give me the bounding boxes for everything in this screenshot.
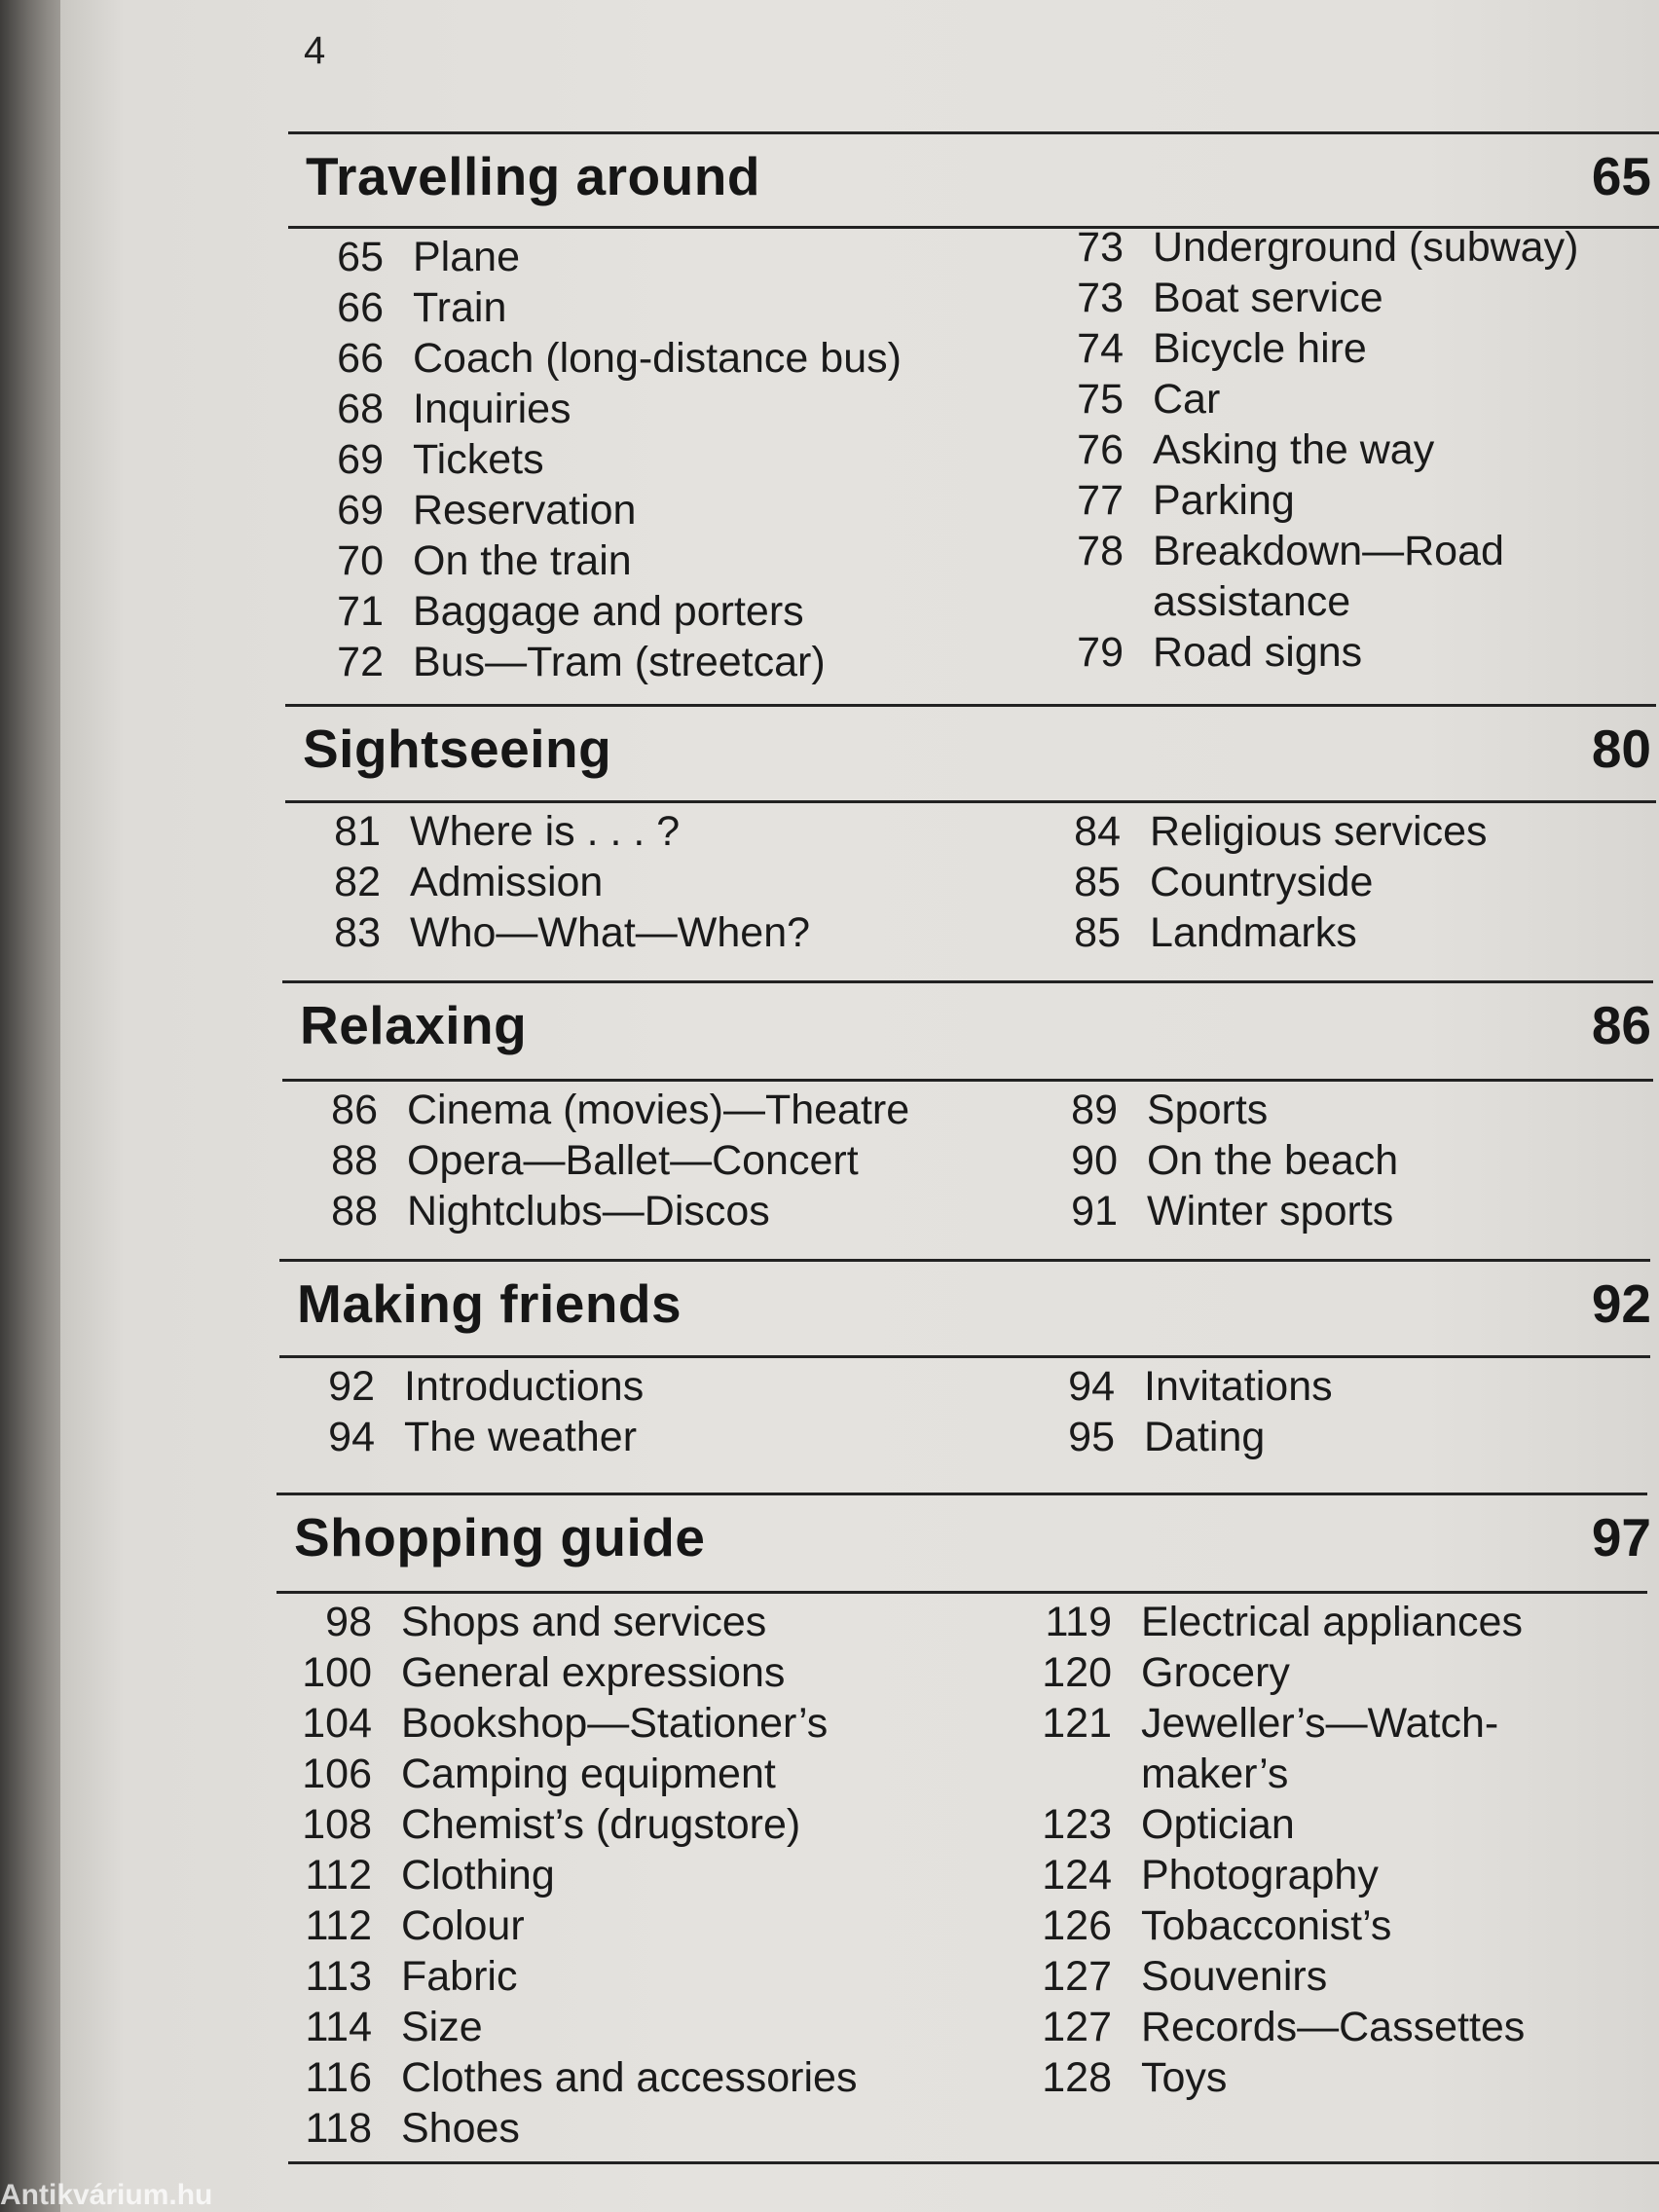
entry-label: Photography: [1141, 1852, 1379, 1899]
entry-page-number: 70: [337, 537, 384, 584]
toc-section: [288, 131, 1659, 701]
entry-label: Parking: [1153, 477, 1295, 524]
toc-entry[interactable]: [1026, 528, 1659, 578]
entry-label: Underground (subway): [1153, 224, 1579, 271]
entries-column-left: [306, 234, 1016, 689]
entry-label: Winter sports: [1147, 1188, 1394, 1235]
entry-page-number: 100: [302, 1649, 372, 1696]
section-top-rule: [279, 1259, 1650, 1262]
entry-page-number: 94: [1068, 1363, 1115, 1410]
toc-entry[interactable]: [294, 2054, 1005, 2105]
entry-page-number: 76: [1077, 426, 1124, 473]
toc-entry[interactable]: [306, 284, 1016, 335]
toc-entry[interactable]: [306, 436, 1016, 487]
entries-column-left: [303, 808, 1014, 960]
entry-label: Nightclubs—Discos: [407, 1188, 770, 1235]
entry-label: Road signs: [1153, 629, 1363, 676]
toc-entry[interactable]: [1017, 1363, 1659, 1414]
entry-page-number: 114: [305, 2004, 372, 2050]
toc-entry[interactable]: [294, 1649, 1005, 1700]
entry-label: Clothing: [401, 1852, 555, 1899]
entries-column-right: [1017, 1363, 1659, 1464]
entry-label: Countryside: [1150, 859, 1374, 905]
toc-entry[interactable]: [303, 909, 1014, 960]
entry-label: Religious services: [1150, 808, 1488, 855]
toc-entry[interactable]: [1014, 1953, 1657, 2004]
entry-page-number: 74: [1077, 325, 1124, 372]
section-page-number: 86: [1591, 995, 1651, 1055]
entry-page-number: 98: [325, 1599, 372, 1645]
toc-entry[interactable]: [294, 1751, 1005, 1801]
toc-entry[interactable]: [1020, 1188, 1659, 1238]
entries-column-right: [1020, 1087, 1659, 1238]
entry-page-number: 128: [1042, 2054, 1112, 2101]
entry-page-number: 119: [1045, 1599, 1112, 1645]
toc-entry[interactable]: [294, 1700, 1005, 1751]
entry-page-number: 65: [337, 234, 384, 280]
entry-label: Grocery: [1141, 1649, 1290, 1696]
entry-label: Dating: [1144, 1414, 1266, 1460]
section-title-rule: [279, 1355, 1650, 1358]
entry-label: Bus—Tram (streetcar): [413, 639, 826, 685]
toc-entry[interactable]: [306, 588, 1016, 639]
entry-page-number: 89: [1071, 1087, 1118, 1133]
entries-column-left: [294, 1599, 1005, 2156]
toc-entry[interactable]: [300, 1087, 1011, 1137]
entry-label: Cinema (movies)—Theatre: [407, 1087, 910, 1133]
entry-page-number: 112: [305, 1852, 372, 1899]
entries-column-right: [1026, 224, 1659, 680]
toc-entry[interactable]: [1020, 1137, 1659, 1188]
entry-page-number: 69: [337, 487, 384, 534]
entry-page-number: 92: [328, 1363, 375, 1410]
entry-label: On the train: [413, 537, 632, 584]
entry-page-number: 85: [1074, 859, 1121, 905]
entry-page-number: 77: [1077, 477, 1124, 524]
entry-label: Records—Cassettes: [1141, 2004, 1526, 2050]
toc-entry[interactable]: [1026, 376, 1659, 426]
toc-entry[interactable]: [306, 234, 1016, 284]
section-page-number: 92: [1591, 1273, 1651, 1334]
entry-page-number: 81: [334, 808, 381, 855]
toc-entry[interactable]: [1023, 859, 1659, 909]
entry-label-continuation: assistance: [1153, 578, 1351, 625]
entry-page-number: 78: [1077, 528, 1124, 574]
entry-label: Souvenirs: [1141, 1953, 1328, 2000]
entry-page-number: 88: [331, 1137, 378, 1184]
entry-page-number: 83: [334, 909, 381, 956]
entry-page-number: 88: [331, 1188, 378, 1235]
toc-entry[interactable]: [306, 639, 1016, 689]
entry-label: Chemist’s (drugstore): [401, 1801, 801, 1848]
entry-label: Breakdown—Road: [1153, 528, 1504, 574]
entry-label: Coach (long-distance bus): [413, 335, 902, 382]
entry-label: The weather: [404, 1414, 638, 1460]
bottom-rule: [288, 2161, 1659, 2164]
toc-entry[interactable]: [1014, 1852, 1657, 1902]
entry-label: Tickets: [413, 436, 544, 483]
toc-entry[interactable]: [297, 1414, 1008, 1464]
toc-entry[interactable]: [294, 1902, 1005, 1953]
entry-label: Electrical appliances: [1141, 1599, 1523, 1645]
entry-page-number: 68: [337, 386, 384, 432]
entry-label: Toys: [1141, 2054, 1228, 2101]
section-top-rule: [276, 1493, 1647, 1495]
entry-page-number: 94: [328, 1414, 375, 1460]
entry-page-number: 85: [1074, 909, 1121, 956]
entry-label: Camping equipment: [401, 1751, 776, 1797]
entry-label-continuation: maker’s: [1141, 1751, 1289, 1797]
watermark: Antikvárium.hu: [0, 2179, 213, 2211]
entry-label: Fabric: [401, 1953, 518, 2000]
entry-page-number: 91: [1071, 1188, 1118, 1235]
toc-entry[interactable]: [1026, 275, 1659, 325]
toc-entry[interactable]: [294, 1953, 1005, 2004]
toc-entry[interactable]: [297, 1363, 1008, 1414]
entry-page-number: 71: [337, 588, 384, 635]
toc-entry[interactable]: [1023, 808, 1659, 859]
toc-entry[interactable]: [1014, 2004, 1657, 2054]
entry-page-number: 75: [1077, 376, 1124, 423]
entry-label: Where is . . . ?: [410, 808, 681, 855]
entries-column-left: [300, 1087, 1011, 1238]
toc-entry[interactable]: [1026, 477, 1659, 528]
entry-page-number: 126: [1042, 1902, 1112, 1949]
entry-page-number: 108: [302, 1801, 372, 1848]
entry-page-number: 116: [305, 2054, 372, 2101]
book-spine: [0, 0, 68, 2212]
entry-label: Opera—Ballet—Concert: [407, 1137, 859, 1184]
toc-entry[interactable]: [294, 1801, 1005, 1852]
toc-entry[interactable]: [294, 2105, 1005, 2156]
entry-page-number: 79: [1077, 629, 1124, 676]
toc-entry[interactable]: [306, 487, 1016, 537]
toc-entry[interactable]: [1026, 426, 1659, 477]
section-title-rule: [276, 1591, 1647, 1594]
section-title: Shopping guide: [294, 1507, 706, 1567]
entry-label: Clothes and accessories: [401, 2054, 858, 2101]
entries-column-left: [297, 1363, 1008, 1464]
entry-label: Invitations: [1144, 1363, 1333, 1410]
entry-page-number: 127: [1042, 1953, 1112, 2000]
section-title-rule: [285, 800, 1656, 803]
toc-entry[interactable]: [1014, 1649, 1657, 1700]
entry-page-number: 118: [305, 2105, 372, 2152]
entry-page-number: 84: [1074, 808, 1121, 855]
toc-section: [285, 704, 1656, 981]
entry-page-number: 95: [1068, 1414, 1115, 1460]
toc-entry[interactable]: [1026, 325, 1659, 376]
entry-page-number: 112: [305, 1902, 372, 1949]
entry-page-number: 106: [302, 1751, 372, 1797]
entry-label: Plane: [413, 234, 520, 280]
toc-entry[interactable]: [1014, 1599, 1657, 1649]
entry-label: General expressions: [401, 1649, 786, 1696]
toc-entry[interactable]: [1017, 1414, 1659, 1464]
section-title-rule: [282, 1079, 1653, 1082]
toc-entry[interactable]: [306, 386, 1016, 436]
entry-page-number: 123: [1042, 1801, 1112, 1848]
entry-page-number: 113: [305, 1953, 372, 2000]
entry-label: Car: [1153, 376, 1221, 423]
toc-entry[interactable]: [1014, 2054, 1657, 2105]
entry-page-number: 82: [334, 859, 381, 905]
section-top-rule: [288, 131, 1659, 134]
toc-entry[interactable]: [294, 1599, 1005, 1649]
entry-label: Who—What—When?: [410, 909, 811, 956]
toc-entry[interactable]: [303, 808, 1014, 859]
toc-entry[interactable]: [1020, 1087, 1659, 1137]
entry-page-number: 73: [1077, 275, 1124, 321]
entry-label: Boat service: [1153, 275, 1383, 321]
section-title: Relaxing: [300, 995, 528, 1055]
toc-entry-continuation: [1026, 578, 1659, 629]
section-top-rule: [285, 704, 1656, 707]
toc-entry[interactable]: [303, 859, 1014, 909]
entry-page-number: 66: [337, 335, 384, 382]
toc-section: [279, 1259, 1650, 1488]
section-title: Travelling around: [306, 146, 760, 206]
section-top-rule: [282, 980, 1653, 983]
toc-entry-continuation: [1014, 1751, 1657, 1801]
entries-column-right: [1014, 1599, 1657, 2105]
section-title: Sightseeing: [303, 719, 612, 779]
entry-label: Asking the way: [1153, 426, 1435, 473]
section-page-number: 80: [1591, 719, 1651, 779]
entry-label: Train: [413, 284, 507, 331]
toc-section: [282, 980, 1653, 1258]
toc-entry[interactable]: [1023, 909, 1659, 960]
toc-entry[interactable]: [306, 335, 1016, 386]
page-number: 4: [304, 29, 326, 72]
toc-entry[interactable]: [1014, 1902, 1657, 1953]
entry-label: Bicycle hire: [1153, 325, 1367, 372]
entry-page-number: 86: [331, 1087, 378, 1133]
entry-page-number: 73: [1077, 224, 1124, 271]
entry-page-number: 120: [1042, 1649, 1112, 1696]
entry-label: Colour: [401, 1902, 525, 1949]
entry-label: Optician: [1141, 1801, 1295, 1848]
toc-entry[interactable]: [1014, 1801, 1657, 1852]
entry-page-number: 66: [337, 284, 384, 331]
toc-entry[interactable]: [300, 1137, 1011, 1188]
section-page-number: 65: [1591, 146, 1651, 206]
entry-page-number: 90: [1071, 1137, 1118, 1184]
toc-entry[interactable]: [300, 1188, 1011, 1238]
entry-label: Baggage and porters: [413, 588, 804, 635]
toc-entry[interactable]: [294, 2004, 1005, 2054]
toc-entry[interactable]: [1026, 224, 1659, 275]
toc-entry[interactable]: [294, 1852, 1005, 1902]
entry-label: Introductions: [404, 1363, 645, 1410]
entry-label: On the beach: [1147, 1137, 1399, 1184]
entry-page-number: 121: [1042, 1700, 1112, 1747]
entry-label: Size: [401, 2004, 483, 2050]
entry-label: Landmarks: [1150, 909, 1357, 956]
toc-entry[interactable]: [306, 537, 1016, 588]
entry-page-number: 104: [302, 1700, 372, 1747]
entry-label: Reservation: [413, 487, 637, 534]
entry-label: Jeweller’s—Watch-: [1141, 1700, 1499, 1747]
entry-label: Inquiries: [413, 386, 571, 432]
entry-label: Admission: [410, 859, 604, 905]
entries-column-right: [1023, 808, 1659, 960]
section-page-number: 97: [1591, 1507, 1651, 1567]
entry-page-number: 127: [1042, 2004, 1112, 2050]
entry-page-number: 72: [337, 639, 384, 685]
section-title: Making friends: [297, 1273, 682, 1334]
entry-page-number: 124: [1042, 1852, 1112, 1899]
toc-entry[interactable]: [1014, 1700, 1657, 1751]
toc-entry[interactable]: [1026, 629, 1659, 680]
entry-page-number: 69: [337, 436, 384, 483]
toc-section: [276, 1493, 1651, 2164]
entry-label: Tobacconist’s: [1141, 1902, 1392, 1949]
entry-label: Bookshop—Stationer’s: [401, 1700, 829, 1747]
entry-label: Sports: [1147, 1087, 1269, 1133]
entry-label: Shops and services: [401, 1599, 767, 1645]
entry-label: Shoes: [401, 2105, 520, 2152]
